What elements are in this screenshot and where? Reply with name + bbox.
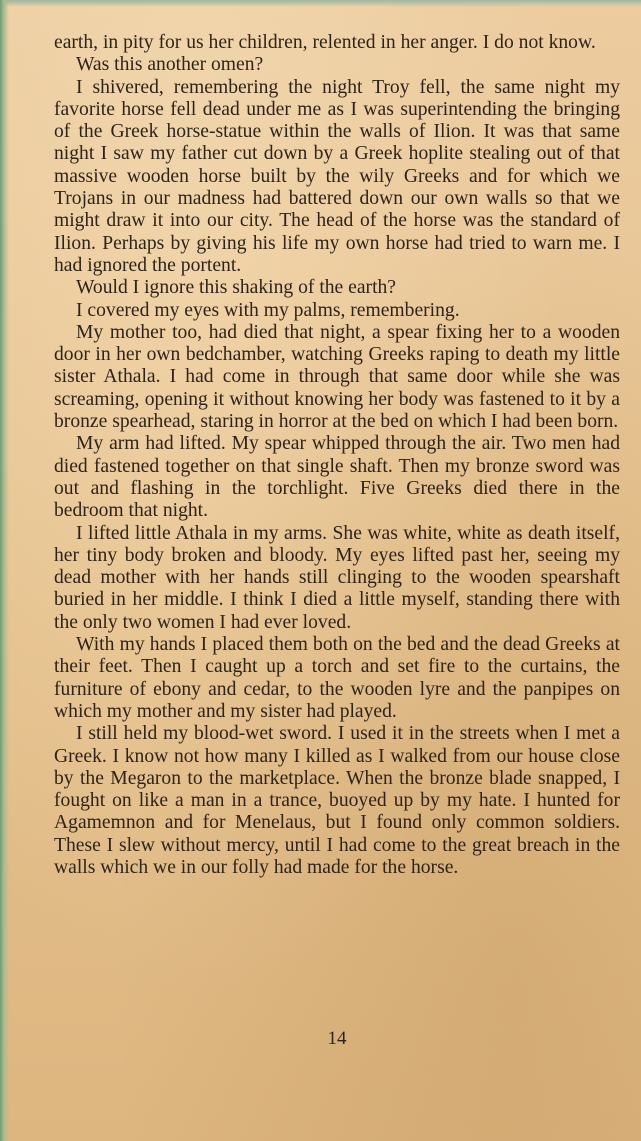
paragraph-continued: earth, in pity for us her children, relented in her anger. I do not know. xyxy=(54,32,596,53)
paragraph: With my hands I placed them both on the bed and the dead Greeks at their feet. Then I caught up a torch and set fire to the curtains, the furniture of ebony and cedar, to the wooden lyre and the panpipes on which my mother and my sister had played. xyxy=(54,634,620,722)
body-text xyxy=(54,32,620,879)
page-binding-edge xyxy=(0,0,9,1141)
paragraph: Was this another omen? xyxy=(76,54,264,76)
page-number: 14 xyxy=(327,1028,347,1049)
paragraph: My arm had lifted. My spear whipped through the air. Two men had died fastened together on that single shaft. Then my bronze sword was out and flashing in the torchlight. Five Greeks died there in the bedroom that night. xyxy=(54,433,620,522)
paragraph: I lifted little Athala in my arms. She was white, white as death itself, her tiny body broken and bloody. My eyes lifted past her, seeing my dead mother with her hands still clinging to the wooden spearshaft buried in her middle. I think I died a little myself, standing there with the only two women I had ever loved. xyxy=(54,522,620,633)
paragraph: I still held my blood-wet sword. I used it in the streets when I met a Greek. I know not how many I killed as I walked from our house close by the Megaron to the marketplace. When the bronze blade snapped, I fought on like a man in a trance, buoyed up by my hate. I hunted for Agamemnon and for Menelaus, but I found only common soldiers. These I slew without mercy, until I had come to the great breach in the walls which we in our folly had made for the horse. xyxy=(54,723,620,878)
paragraph: Would I ignore this shaking of the earth? xyxy=(76,277,397,299)
paragraph: My mother too, had died that night, a spear fixing her to a wooden door in her own bedchamber, watching Greeks raping to death my little sister Athala. I had come in through that same door while she was screaming, opening it without knowing her body was fastened to it by a bronze spearhead, staring in horror at the bed on which I had been born. xyxy=(54,321,620,433)
paragraph: I shivered, remembering the night Troy fell, the same night my favorite horse fell dead under me as I was superintending the bringing of the Greek horse-statue within the walls of Ilion. It was that same night I saw my father cut down by a Greek hoplite stealing out of that massive wooden horse built by the wily Greeks and for which we Trojans in our madness had battered down our own walls so that we might draw it into our city. The head of the horse was the standard of Ilion. Perhaps by giving his life my own horse had tried to warn me. I had ignored the portent. xyxy=(54,76,620,276)
page-top-edge xyxy=(0,0,641,7)
paragraph: I covered my eyes with my palms, remembering. xyxy=(76,299,460,321)
book-page xyxy=(54,32,620,1049)
